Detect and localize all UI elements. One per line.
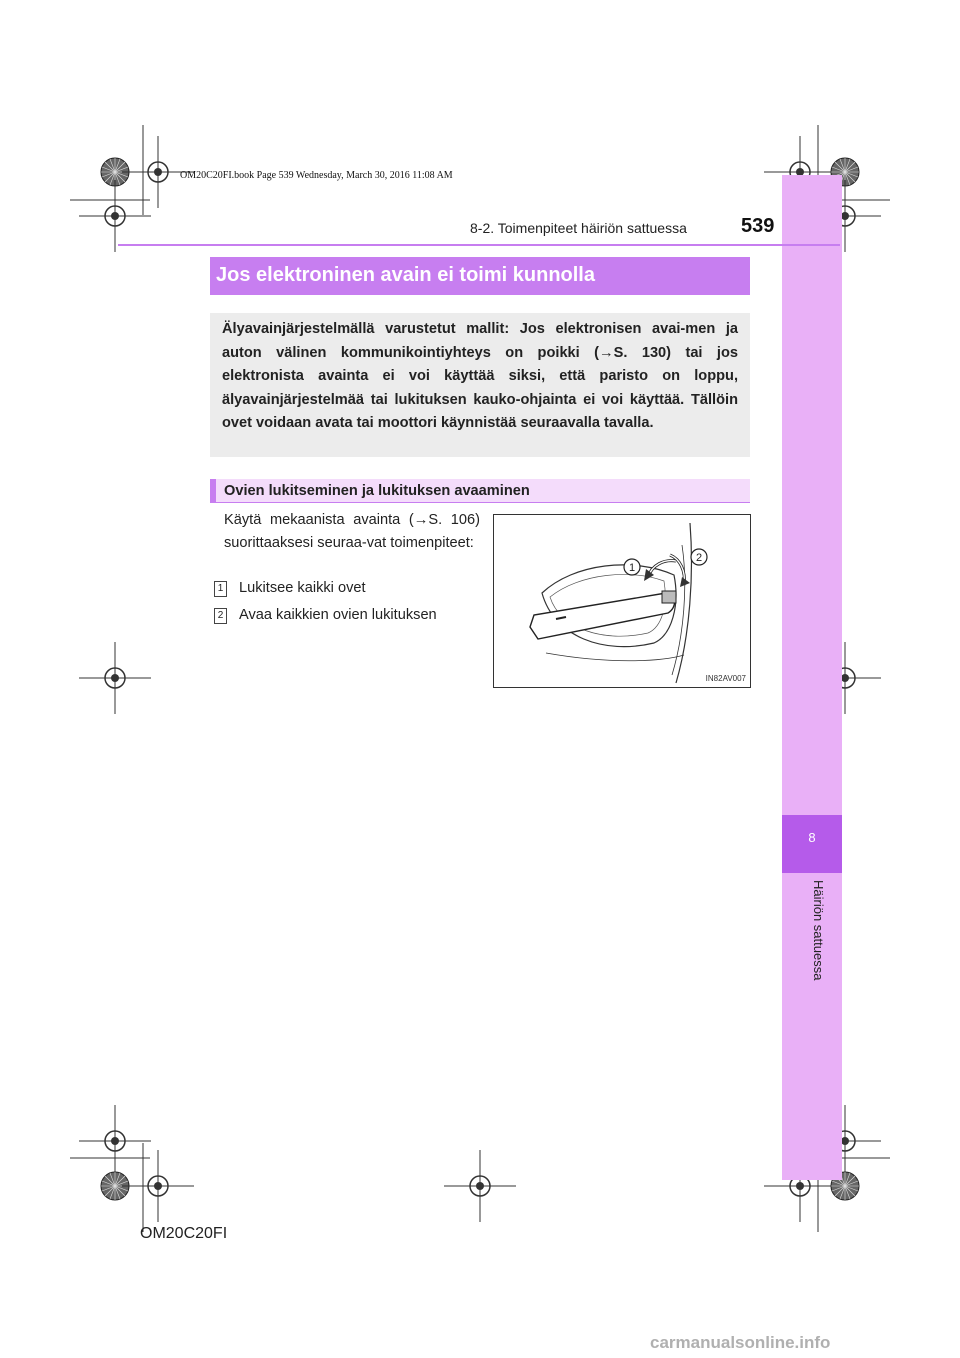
book-print-line: OM20C20FI.book Page 539 Wednesday, March 30, 2016 11:08 AM (180, 170, 453, 181)
subsection-rule (210, 502, 750, 503)
list-item-text: Lukitsee kaikki ovet (239, 580, 366, 596)
section-title: Jos elektroninen avain ei toimi kunnolla (216, 264, 595, 286)
side-tab (782, 175, 842, 1180)
figure-code: IN82AV007 (705, 674, 746, 683)
subsection-bar-accent (210, 479, 216, 503)
list-item-text: Avaa kaikkien ovien lukituksen (239, 607, 437, 623)
list-item-number: 1 (214, 581, 227, 597)
intro-text: Älyavainjärjestelmällä varustetut mallit: Jos elektronisen avai-men ja auton välinen kommunikointiyhteys on poikki (→S. 130) tai jos elektronista avainta ei voi käyttää siksi, että paristo on loppu, älyavainjärjestelmää tai lukituksen kauko-ohjainta ei voi käyttää. Tällöin ovet voidaan avata tai moottori käynnistää seuraavalla tavalla. (222, 321, 738, 431)
figure-callout-1: 1 (628, 562, 636, 574)
body-text: Käytä mekaanista avainta (→S. 106) suorittaaksesi seuraa-vat toimenpiteet: (224, 512, 480, 551)
side-tab-label: Häiriön sattuessa (811, 880, 826, 981)
list-item (214, 607, 437, 624)
header-section-title: 8-2. Toimenpiteet häiriön sattuessa (470, 220, 687, 236)
subsection-title: Ovien lukitseminen ja lukituksen avaaminen (224, 483, 530, 499)
door-handle-illustration (494, 515, 750, 687)
figure-callout-2: 2 (695, 552, 703, 564)
list-item-number: 2 (214, 608, 227, 624)
watermark: carmanualsonline.info (650, 1333, 831, 1352)
footer-code: OM20C20FI (140, 1225, 228, 1242)
page-number: 539 (741, 215, 775, 237)
list-item (214, 580, 366, 597)
header-rule (118, 244, 840, 246)
side-tab-number: 8 (808, 830, 816, 845)
door-handle-figure (493, 514, 751, 688)
